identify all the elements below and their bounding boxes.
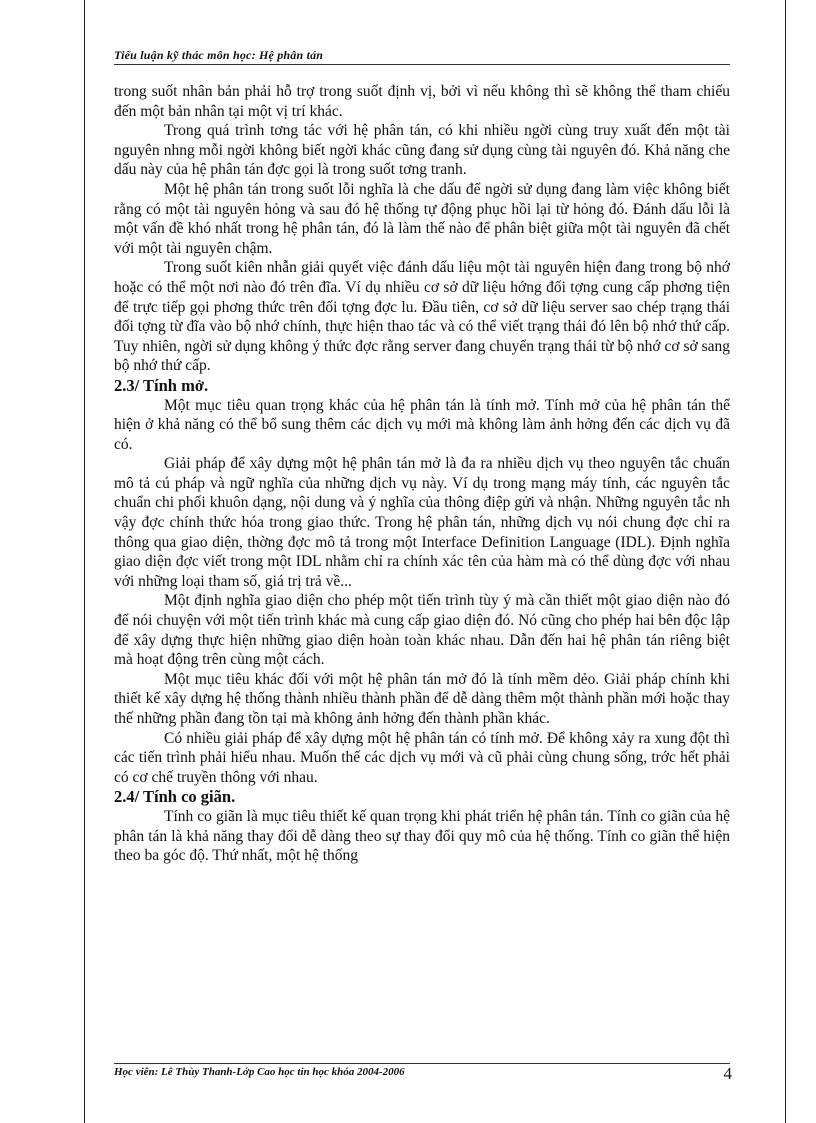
page-border-left — [84, 0, 85, 1123]
paragraph: Tính co giãn là mục tiêu thiết kế quan trọng khi phát triển hệ phân tán. Tính co giãn của hệ phân tán là khả năng thay đổi dễ dàng theo sự thay đổi quy mô của hệ thống. Tính co giãn thể hiện theo ba góc độ. Thứ nhất, một hệ thống — [114, 807, 730, 865]
paragraph: Giải pháp để xây dựng một hệ phân tán mở là đa ra nhiều dịch vụ theo nguyên tắc chuẩn mô tả cú pháp và ngữ nghĩa của những dịch vụ này. Ví dụ trong mạng máy tính, các nguyên tắc chuẩn chi phối khuôn dạng, nội dung và ý nghĩa của thông điệp gửi và nhận. Những nguyên tắc nh vậy đợc chính thức hóa trong giao thức. Trong hệ phân tán, những dịch vụ nói chung đợc chỉ ra thông qua giao diện, thờng đợc mô tả trong một Interface Definition Language (IDL). Định nghĩa giao diện đợc viết trong một IDL nhằm chỉ ra chính xác tên của hàm mà có thể dùng đợc với nhau với những loại tham số, giá trị trả về... — [114, 455, 730, 590]
paragraph: Một hệ phân tán trong suốt lỗi nghĩa là che dấu để ngời sử dụng đang làm việc không biết rằng có một tài nguyên hỏng và sau đó hệ thống tự động phục hồi lại từ hỏng đó. Đánh dấu lỗi là một vấn đề khó nhất trong hệ phân tán, đó là làm thế nào để phân biệt giữa một tài nguyên đã chết với một tài nguyên chậm. — [114, 180, 730, 257]
paragraph: Trong quá trình tơng tác với hệ phân tán, có khi nhiều ngời cùng truy xuất đến một tài nguyên nhng mỗi ngời không biết ngời khác cũng đang sử dụng cùng tài nguyên đó. Khả năng che dấu này của hệ phân tán đợc gọi là trong suốt tơng tranh. — [114, 122, 730, 179]
running-footer: Học viên: Lê Thùy Thanh-Lớp Cao học tin học khóa 2004-2006 — [114, 1066, 405, 1078]
footer-rule — [114, 1063, 730, 1064]
header-rule — [114, 64, 730, 65]
section-heading: 2.4/ Tính co giãn. — [114, 787, 236, 807]
paragraph: Một mục tiêu khác đối với một hệ phân tán mở đó là tính mềm dẻo. Giải pháp chính khi thiết kế xây dựng hệ thống thành nhiều thành phần để dễ dàng thêm một thành phần mới hoặc thay thế những phần đang tồn tại mà không ảnh hởng đến thành phần khác. — [114, 670, 730, 727]
paragraph: Một định nghĩa giao diện cho phép một tiến trình tùy ý mà cần thiết một giao diện nào đó để nói chuyện với một tiến trình khác mà cung cấp giao diện đó. Nó cũng cho phép hai bên độc lập để xây dựng thực hiện những giao diện hoàn toàn khác nhau. Dẫn đến hai hệ phân tán riêng biệt mà hoạt động trên cùng một cách. — [114, 592, 730, 669]
section-heading: 2.3/ Tính mở. — [114, 375, 209, 395]
running-header: Tiểu luận kỹ thác môn học: Hệ phân tán — [114, 48, 324, 62]
paragraph: Một mục tiêu quan trọng khác của hệ phân tán là tính mở. Tính mở của hệ phân tán thể hiện ở khả năng có thể bổ sung thêm các dịch vụ mới mà không làm ảnh hởng đến các dịch vụ đã có. — [114, 396, 730, 453]
body-text — [114, 82, 730, 866]
paragraph: Có nhiều giải pháp để xây dựng một hệ phân tán có tính mở. Để không xảy ra xung đột thì các tiến trình phải hiểu nhau. Muốn thế các dịch vụ mới và cũ phải cùng chung sống, trớc hết phải có cơ chế truyền thông với nhau. — [114, 729, 730, 786]
paragraph: Trong suốt kiên nhẫn giải quyết việc đánh dấu liệu một tài nguyên hiện đang trong bộ nhớ hoặc có thể một nơi nào đó trên đĩa. Ví dụ nhiều cơ sở dữ liệu hớng đối tợng cung cấp phơng tiện để trực tiếp gọi phơng thức trên đối tợng đợc lu. Đầu tiên, cơ sở dữ liệu server sao chép trạng thái đối tợng từ đĩa vào bộ nhớ chính, thực hiện thao tác và có thể viết trạng thái đó lên bộ nhớ thứ cấp. Tuy nhiên, ngời sử dụng không ý thức đợc rằng server đang chuyển trạng thái từ bộ nhớ cơ sở sang bộ nhớ thứ cấp. — [114, 259, 730, 375]
paragraph: trong suốt nhân bản phải hỗ trợ trong suốt định vị, bởi vì nếu không thì sẽ không thể tham chiếu đến một bản nhân tại một vị trí khác. — [114, 83, 730, 120]
page-number: 4 — [723, 1064, 732, 1083]
page-border-right — [785, 0, 786, 1123]
